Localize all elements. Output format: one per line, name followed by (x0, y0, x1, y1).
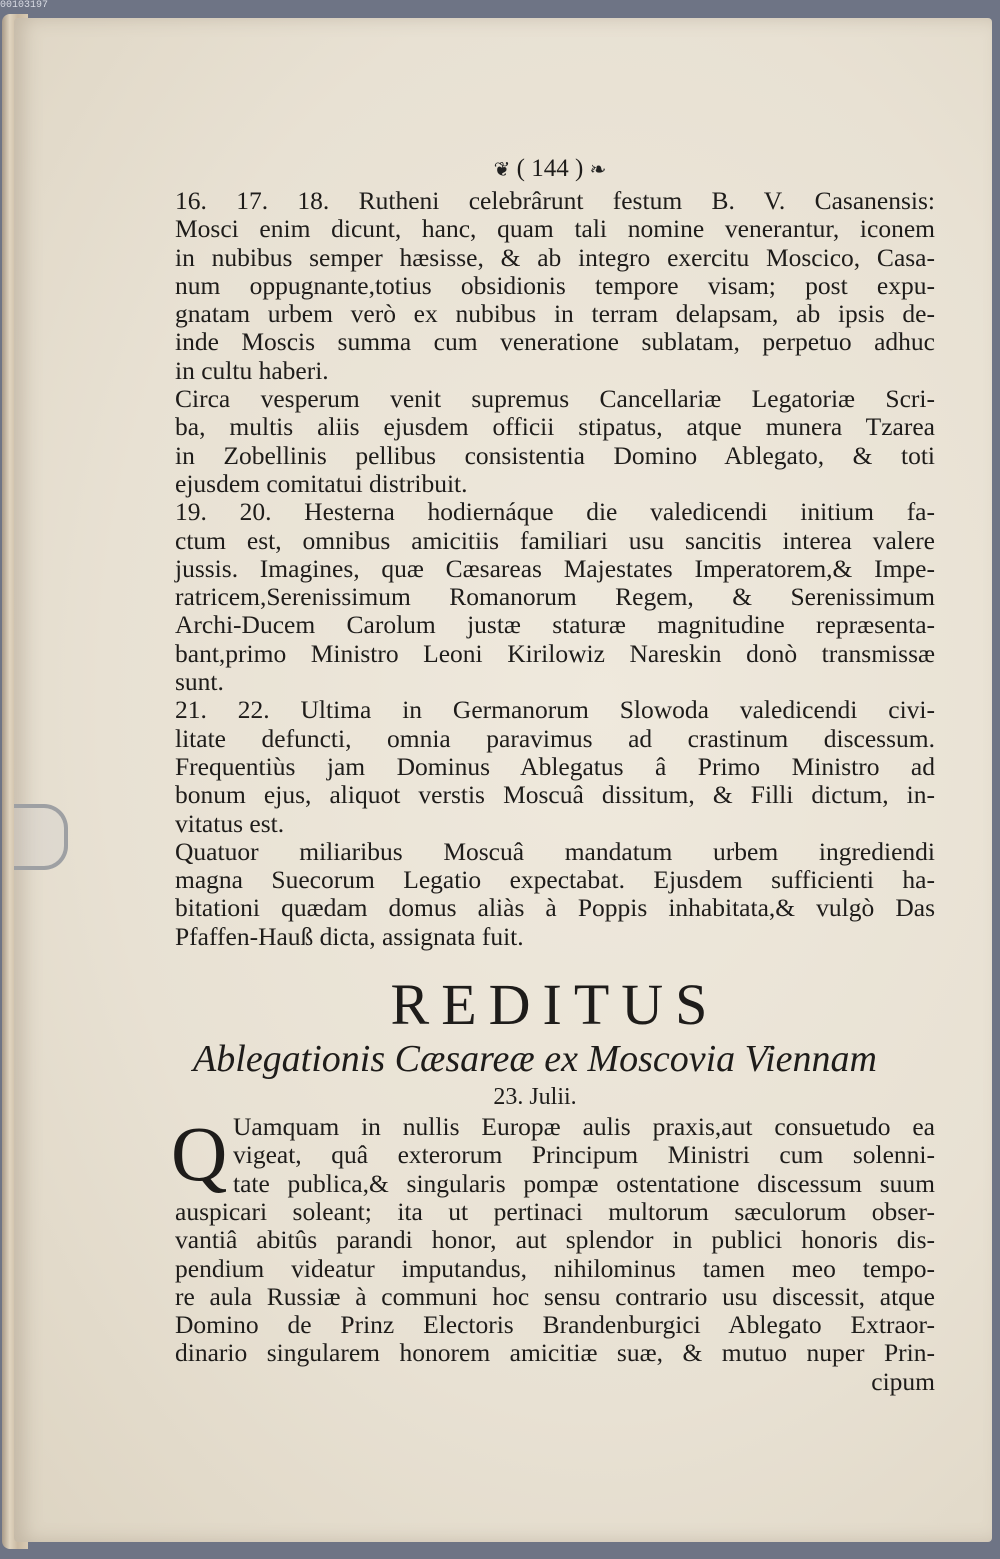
text-line: gnatam urbem verò ex nubibus in terram delapsam, ab ipsis de- (175, 299, 935, 329)
opening-paragraph (171, 1110, 935, 1396)
page-number: ( 144 ) (516, 155, 584, 182)
text-line: tate publica,& singularis pompæ ostentatione discessum suum (233, 1168, 935, 1198)
scan-reference-id: 00103197 (0, 0, 49, 11)
text-line: bitationi quædam domus aliàs à Poppis inhabitata,& vulgò Das (175, 893, 935, 923)
text-line: Circa vesperum venit supremus Cancellariæ Legatoriæ Scri- (175, 384, 935, 414)
text-line: vitatus est. (175, 808, 285, 838)
text-line: re aula Russiæ à communi hoc sensu contrario usu discessit, atque (175, 1281, 935, 1311)
text-line: pendium videatur imputandus, nihilominus tamen meo tempo- (175, 1253, 935, 1283)
text-line: 16. 17. 18. Rutheni celebrârunt festum B. V. Casanensis: (175, 186, 935, 215)
text-line: ctum est, omnibus amicitiis familiari usu sancitis interea valere (175, 525, 935, 555)
text-line: Uamquam in nullis Europæ aulis praxis,aut consuetudo ea (233, 1112, 935, 1142)
text-line: in Zobellinis pellibus consistentia Domino Ablegato, & toti (175, 440, 935, 470)
text-line: vantiâ abitûs parandi honor, aut splendor in publici honoris dis- (175, 1225, 935, 1255)
text-line: in cultu haberi. (175, 355, 329, 385)
text-line: 19. 20. Hesterna hodiernáque die valedicendi initium fa- (175, 497, 935, 527)
text-line: Archi-Ducem Carolum justæ staturæ magnitudine repræsenta- (175, 610, 935, 640)
text-line: Mosci enim dicunt, hanc, quam tali nomine venerantur, iconem (175, 214, 935, 244)
text-line: inde Moscis summa cum veneratione sublatam, perpetuo adhuc (175, 327, 935, 357)
text-line: Pfaffen-Hauß dicta, assignata fuit. (175, 921, 524, 951)
right-ornament-icon: ❧ (589, 159, 607, 181)
drop-capital: Q (171, 1110, 228, 1198)
text-line: Quatuor miliaribus Moscuâ mandatum urbem ingrediendi (175, 836, 935, 866)
final-lines (175, 1113, 935, 1396)
text-line: cipum (871, 1366, 935, 1396)
text-line: ejusdem comitatui distribuit. (175, 468, 468, 498)
text-line: jussis. Imagines, quæ Cæsareas Majestates Imperatorem,& Impe- (175, 553, 935, 583)
text-line: auspicari soleant; ita ut pertinaci multorum sæculorum obser- (175, 1196, 935, 1226)
text-line: vigeat, quâ exterorum Principum Ministri cum solenni- (233, 1140, 935, 1170)
paragraph-block (175, 187, 935, 951)
text-line: num oppugnante,totius obsidionis tempore visam; post expu- (175, 270, 935, 300)
section-date: 23. Julii. (493, 1084, 577, 1111)
left-ornament-icon: ❦ (493, 159, 511, 181)
page-text (171, 152, 935, 1396)
text-line: Domino de Prinz Electoris Brandenburgici Ablegato Extraor- (175, 1310, 935, 1340)
section-heading: REDITUS (390, 972, 720, 1038)
section-subheading: Ablegationis Cæsareæ ex Moscovia Viennam (193, 1038, 877, 1081)
text-line: Frequentiùs jam Dominus Ablegatus â Primo Ministro ad (175, 751, 935, 781)
text-line: dinario singularem honorem amicitiæ suæ, & mutuo nuper Prin- (175, 1338, 935, 1368)
page-header (165, 152, 935, 187)
text-line: magna Suecorum Legatio expectabat. Ejusdem sufficienti ha- (175, 865, 935, 895)
text-line: ba, multis aliis ejusdem officii stipatus, atque munera Tzarea (175, 412, 935, 442)
text-line: in nubibus semper hæsisse, & ab integro exercitu Moscico, Casa- (175, 242, 935, 272)
page-clip-icon (14, 804, 68, 870)
text-line: ratricem,Serenissimum Romanorum Regem, & Serenissimum (175, 582, 935, 612)
text-line: bant,primo Ministro Leoni Kirilowiz Nareskin donò transmissæ (175, 638, 935, 668)
text-line: litate defuncti, omnia paravimus ad crastinum discessum. (175, 723, 935, 753)
text-line: sunt. (175, 667, 224, 697)
text-line: bonum ejus, aliquot verstis Moscuâ dissitum, & Filli dictum, in- (175, 780, 935, 810)
text-line: 21. 22. Ultima in Germanorum Slowoda valedicendi civi- (175, 695, 935, 725)
